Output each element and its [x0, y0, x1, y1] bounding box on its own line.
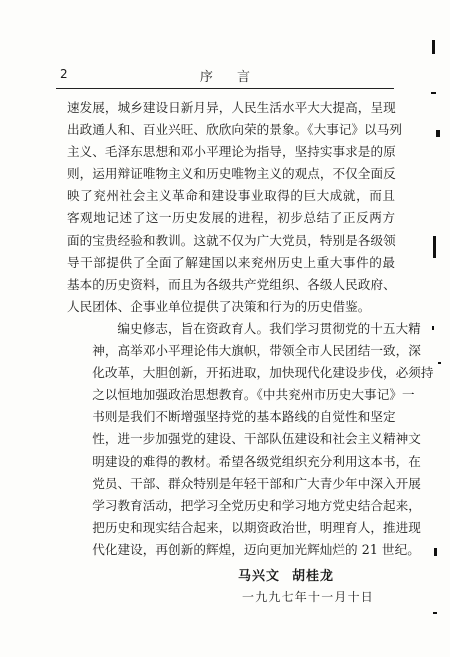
- page-number: 2: [60, 67, 68, 81]
- text-line: 人民团体、企事业单位提供了决策和行为的历史借鉴。: [67, 298, 371, 314]
- scan-artifact: [434, 548, 437, 556]
- preface-body: [67, 97, 434, 561]
- author-name: 马兴文: [238, 569, 281, 584]
- paragraph-1: [67, 97, 403, 318]
- scan-artifact: [431, 92, 436, 94]
- author-name: 胡桂龙: [292, 569, 335, 584]
- header-rule: [56, 88, 394, 89]
- text-line: 性，进一步加强党的建设、干部队伍建设和社会主义精神文: [92, 431, 421, 447]
- scan-artifact: [432, 40, 435, 54]
- text-line: 学习教育活动，把学习全党历史和学习地方党史结合起来，: [92, 497, 421, 513]
- scan-artifact: [433, 612, 437, 614]
- text-line: 基本的历史资料，而且为各级共产党组织、各级人民政府、: [67, 276, 396, 292]
- scan-artifact: [436, 130, 440, 137]
- text-line: 映了兖州社会主义革命和建设事业取得的巨大成就，而且: [67, 188, 395, 204]
- text-line: 导干部提供了全面了解建国以来兖州历史上重大事件的最: [67, 254, 395, 270]
- scan-artifact: [438, 362, 441, 364]
- text-line: 速发展，城乡建设日新月异，人民生活水平大大提高，呈现: [67, 100, 396, 115]
- signature-date: 一九九七年十一月十日: [242, 590, 375, 604]
- text-line: 化改革，大胆创新，开拓进取，加快现代化建设步伐，必须持: [92, 365, 434, 381]
- scan-artifact: [433, 236, 436, 258]
- page-header: [60, 66, 390, 86]
- signature-authors: [238, 565, 334, 584]
- scan-artifact: [432, 326, 434, 330]
- text-line: 代化建设，再创新的辉煌，迈向更加光辉灿烂的 21 世纪。: [92, 541, 420, 557]
- text-line: 出政通人和、百业兴旺、欣欣向荣的景象。《大事记》以马列: [67, 122, 403, 138]
- running-title: 序 言: [199, 70, 261, 85]
- text-line: 之以恒地加强政治思想教育。《中共兖州市历史大事记》一: [92, 387, 415, 403]
- text-line: 明建设的难得的教材。希望各级党组织充分利用这本书，在: [92, 453, 421, 469]
- text-line: 把历史和现实结合起来，以期资政治世，明理育人，推进现: [92, 519, 421, 535]
- text-line: 主义、毛泽东思想和邓小平理论为指导，坚持实事求是的原: [67, 144, 396, 160]
- text-line: 书则是我们不断增强坚持党的基本路线的自觉性和坚定: [92, 409, 396, 425]
- text-line: 神，高举邓小平理论伟大旗帜，带领全市人民团结一致，深: [92, 343, 421, 359]
- text-line: 则，运用辩证唯物主义和历史唯物主义的观点，不仅全面反: [67, 166, 396, 182]
- text-line: 客观地记述了这一历史发展的进程，初步总结了正反两方: [67, 210, 395, 226]
- paragraph-2: [67, 318, 434, 561]
- text-line: 面的宝贵经验和教训。这就不仅为广大党员，特别是各级领: [67, 232, 396, 248]
- text-line: 编史修志，旨在资政育人。我们学习贯彻党的十五大精: [117, 320, 421, 336]
- text-line: 党员、干部、群众特别是年轻干部和广大青少年中深入开展: [92, 475, 421, 491]
